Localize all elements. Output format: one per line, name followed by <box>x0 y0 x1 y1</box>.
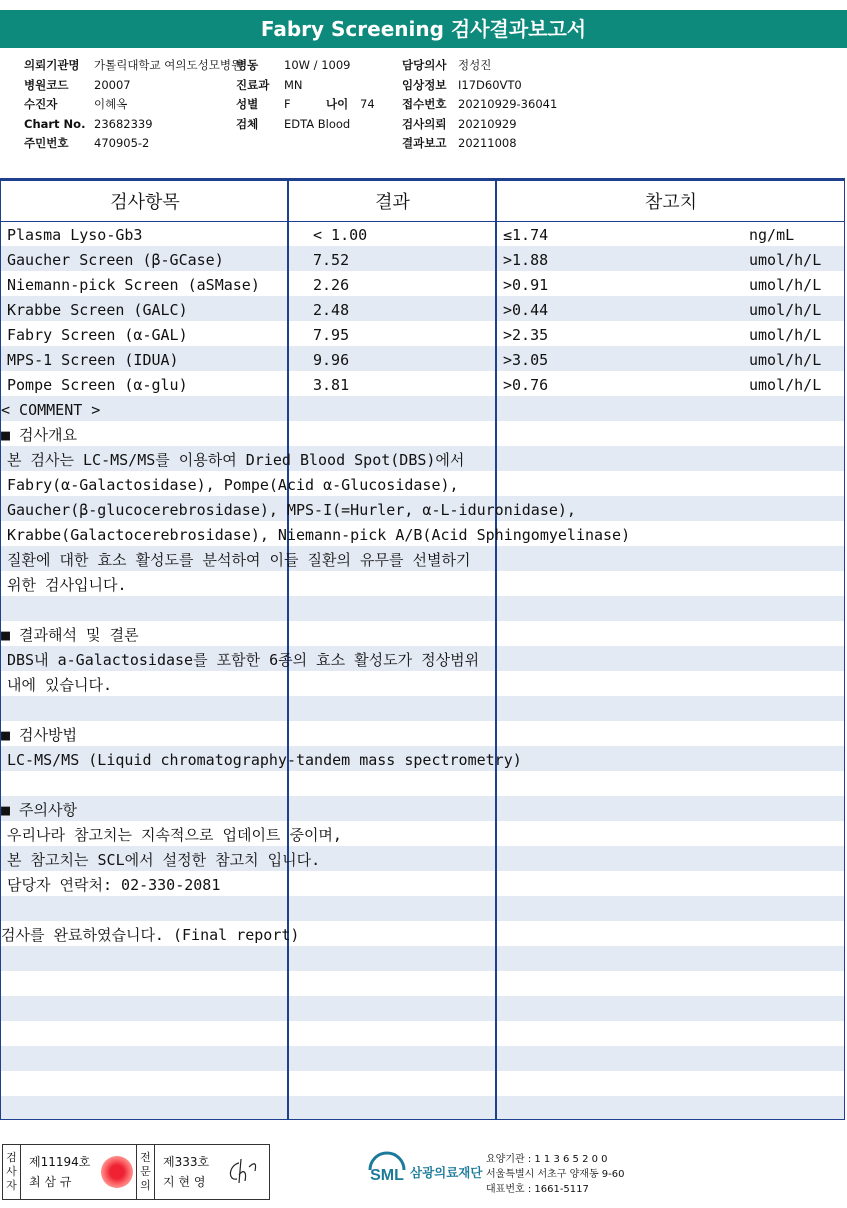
doctor-value: 정성진 <box>458 58 492 72</box>
comment-row <box>1 646 844 671</box>
hospital-value: 가톨릭대학교 여의도성모병원 <box>94 58 243 72</box>
table-row <box>1 346 844 371</box>
reference-value: >0.91 <box>503 276 549 294</box>
reference-value: >2.35 <box>503 326 549 344</box>
address-line: 서울특별시 서초구 양재동 9-60 <box>486 1169 625 1180</box>
specialist-license: 제333호 <box>163 1155 210 1169</box>
test-item: MPS-1 Screen (IDUA) <box>7 351 179 369</box>
comment-heading: < COMMENT > <box>1 401 101 419</box>
doctor-label: 담당의사 <box>402 58 447 72</box>
resident-no-value: 470905-2 <box>94 136 150 150</box>
hospital-code-value: 20007 <box>94 77 131 92</box>
report-date-value: 20211008 <box>458 136 517 150</box>
unit: umol/h/L <box>749 251 822 269</box>
row-stripe <box>1 771 844 796</box>
org-address <box>486 1152 625 1197</box>
specialist-info <box>163 1152 209 1192</box>
test-result: 7.52 <box>313 251 350 269</box>
overview-line: Krabbe(Galactocerebrosidase), Niemann-pick A/B(Acid Sphingomyelinase) <box>7 526 631 544</box>
sex-value: F <box>284 97 291 111</box>
comment-row <box>1 746 844 771</box>
overview-title: ■ 검사개요 <box>1 426 78 444</box>
row-stripe <box>1 596 844 621</box>
test-item: Pompe Screen (α-glu) <box>7 376 188 394</box>
institution-code: 요양기관 : 1 1 3 6 5 2 0 0 <box>486 1154 608 1165</box>
row-stripe <box>1 1046 844 1071</box>
signature-icon <box>225 1157 261 1187</box>
resident-no-label: 주민번호 <box>24 136 69 150</box>
ward-value: 10W / 1009 <box>284 58 351 72</box>
header-test-item: 검사항목 <box>110 192 180 213</box>
row-stripe <box>1 1096 844 1119</box>
clinical-info-label: 임상정보 <box>402 77 447 92</box>
header-result: 결과 <box>375 192 410 213</box>
hospital-code-label: 병원코드 <box>24 77 69 92</box>
clinical-info-value: I17D60VT0 <box>458 77 522 92</box>
table-row <box>1 371 844 396</box>
overview-line: Gaucher(β-glucocerebrosidase), MPS-I(=Hurler, α-L-iduronidase), <box>7 501 576 519</box>
table-row <box>1 296 844 321</box>
receipt-no-value: 20210929-36041 <box>458 97 558 111</box>
test-result: 9.96 <box>313 351 350 369</box>
comment-row <box>1 621 844 646</box>
comment-row <box>1 671 844 696</box>
row-stripe <box>1 1071 844 1096</box>
reference-value: >0.76 <box>503 376 549 394</box>
overview-line: Fabry(α-Galactosidase), Pompe(Acid α-Glucosidase), <box>7 476 459 494</box>
contact-line: 담당자 연락처: 02-330-2081 <box>7 876 221 894</box>
comment-row <box>1 871 844 896</box>
specialist-label: 전문의 <box>137 1145 155 1199</box>
conclusion-line: 내에 있습니다. <box>7 676 113 694</box>
row-stripe <box>1 996 844 1021</box>
row-stripe <box>1 946 844 971</box>
results-table <box>0 178 845 1120</box>
comment-row <box>1 921 844 946</box>
chart-no-label: Chart No. <box>24 116 86 131</box>
table-row <box>1 246 844 271</box>
test-result: 2.48 <box>313 301 350 319</box>
test-item: Fabry Screen (α-GAL) <box>7 326 188 344</box>
examiner-info <box>29 1152 90 1192</box>
test-item: Niemann-pick Screen (aSMase) <box>7 276 260 294</box>
conclusion-line: DBS내 a-Galactosidase를 포함한 6종의 효소 활성도가 정상범위 <box>7 651 480 669</box>
org-name: 삼광의료재단 <box>410 1165 483 1180</box>
comment-row <box>1 821 844 846</box>
examiner-license: 제11194호 <box>29 1155 91 1169</box>
chart-no-value: 23682339 <box>94 116 153 131</box>
test-item: Plasma Lyso-Gb3 <box>7 226 143 244</box>
overview-line: 위한 검사입니다. <box>7 576 127 594</box>
method-title: ■ 검사방법 <box>1 726 78 744</box>
row-stripe <box>1 696 844 721</box>
caution-line: 우리나라 참고치는 지속적으로 업데이트 중이며, <box>7 826 342 844</box>
department-label: 진료과 <box>236 77 270 92</box>
conclusion-title: ■ 결과해석 및 결론 <box>1 626 139 644</box>
header-col-1 <box>24 56 242 154</box>
test-result: < 1.00 <box>313 226 368 244</box>
specialist-name: 지 현 영 <box>163 1175 206 1189</box>
unit: umol/h/L <box>749 376 822 394</box>
report-title: Fabry Screening 검사결과보고서 <box>0 10 847 48</box>
table-row <box>1 321 844 346</box>
signature-box <box>2 1144 270 1200</box>
comment-row <box>1 846 844 871</box>
comment-heading-row <box>1 396 844 421</box>
test-result: 3.81 <box>313 376 350 394</box>
examiner-label: 검사자 <box>3 1145 21 1199</box>
caution-title: ■ 주의사항 <box>1 801 78 819</box>
method-line: LC-MS/MS (Liquid chromatography-tandem mass spectrometry) <box>7 751 522 769</box>
comment-row <box>1 796 844 821</box>
table-row <box>1 221 844 246</box>
sml-logo-icon <box>366 1150 408 1190</box>
request-date-value: 20210929 <box>458 116 517 131</box>
row-stripe <box>1 896 844 921</box>
overview-line: 본 검사는 LC-MS/MS를 이용하여 Dried Blood Spot(DBS)에서 <box>7 451 465 469</box>
header-col-3 <box>402 56 557 154</box>
caution-line: 본 참고치는 SCL에서 설정한 참고치 입니다. <box>7 851 321 869</box>
reference-value: >3.05 <box>503 351 549 369</box>
comment-row <box>1 446 844 471</box>
test-item: Krabbe Screen (GALC) <box>7 301 188 319</box>
test-result: 2.26 <box>313 276 350 294</box>
hospital-label: 의뢰기관명 <box>24 58 80 72</box>
age-value: 74 <box>360 97 375 111</box>
report-date-label: 결과보고 <box>402 136 447 150</box>
patient-label: 수진자 <box>24 97 58 111</box>
table-row <box>1 271 844 296</box>
reference-value: >1.88 <box>503 251 549 269</box>
unit: umol/h/L <box>749 351 822 369</box>
age-label: 나이 <box>326 97 349 111</box>
request-date-label: 검사의뢰 <box>402 116 447 131</box>
comment-row <box>1 496 844 521</box>
sex-label: 성별 <box>236 97 259 111</box>
examiner-name: 최 삼 규 <box>29 1175 72 1189</box>
patient-value: 이혜옥 <box>94 97 128 111</box>
department-value: MN <box>284 77 303 92</box>
comment-row <box>1 471 844 496</box>
unit: umol/h/L <box>749 301 822 319</box>
sml-logo-text: SML <box>370 1167 404 1184</box>
header-col-2 <box>236 56 375 134</box>
unit: ng/mL <box>749 226 795 244</box>
comment-row <box>1 521 844 546</box>
receipt-no-label: 접수번호 <box>402 97 447 111</box>
unit: umol/h/L <box>749 276 822 294</box>
test-item: Gaucher Screen (β-GCase) <box>7 251 224 269</box>
final-report-line: 검사를 완료하였습니다. (Final report) <box>1 926 300 944</box>
official-seal-icon <box>101 1156 133 1188</box>
phone-line: 대표번호 : 1661-5117 <box>486 1184 589 1195</box>
table-header <box>1 181 844 222</box>
comment-row <box>1 721 844 746</box>
comment-row <box>1 421 844 446</box>
unit: umol/h/L <box>749 326 822 344</box>
reference-value: ≤1.74 <box>503 226 549 244</box>
header-reference: 참고치 <box>644 192 698 213</box>
row-stripe <box>1 971 844 996</box>
test-result: 7.95 <box>313 326 350 344</box>
comment-row <box>1 571 844 596</box>
reference-value: >0.44 <box>503 301 549 319</box>
specimen-value: EDTA Blood <box>284 116 351 131</box>
ward-label: 병동 <box>236 58 259 72</box>
specimen-label: 검체 <box>236 116 259 131</box>
row-stripe <box>1 1021 844 1046</box>
comment-row <box>1 546 844 571</box>
overview-line: 질환에 대한 효소 활성도를 분석하여 이들 질환의 유무를 선별하기 <box>7 551 471 569</box>
